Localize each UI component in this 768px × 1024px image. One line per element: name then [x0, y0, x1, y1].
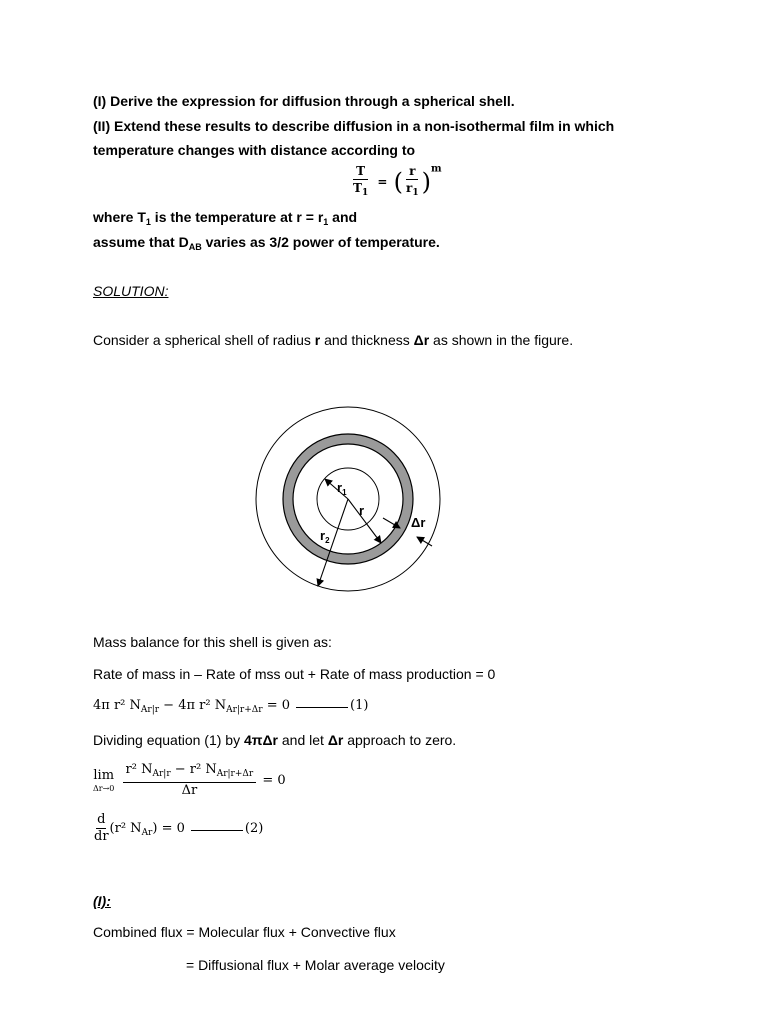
problem-line-1: (I) Derive the expression for diffusion through a spherical shell.: [93, 93, 515, 109]
limit-expression: lim Δr→0 $\frac{r^2 N_{Ar|r} - r^2 N_{Ar|r+\Delta r}}{\Delta r}$ = 0: [93, 762, 286, 798]
dividing-sentence: Dividing equation (1) by 4πΔr and let Δr approach to zero.: [93, 732, 457, 748]
limit-fraction: $\frac{r^2 N_{Ar|r} - r^2 N_{Ar|r+\Delta r}}{\Delta r}$: [123, 762, 257, 799]
solution-heading: SOLUTION:: [93, 283, 169, 299]
r-arrow: [348, 499, 381, 543]
combined-flux-line: Combined flux = Molecular flux + Convective flux: [93, 924, 396, 940]
problem-line-2: (II) Extend these results to describe diffusion in a non-isothermal film in which: [93, 118, 615, 134]
equation-blank: [191, 829, 243, 831]
problem-line-5: assume that $D_{AB}$ varies as 3/2 power of temperature.: [93, 234, 440, 252]
r2-label: $r_2$: [320, 528, 330, 545]
equation-blank: [296, 706, 348, 708]
equation-1: 4π r² $N_{Ar|r} - 4\pi$ r² $N_{Ar|r+\Delta r} = 0$ (1): [93, 698, 369, 715]
consider-sentence: Consider a spherical shell of radius r and thickness Δr as shown in the figure.: [93, 332, 574, 348]
dr-label: Δr: [411, 515, 426, 530]
spherical-shell-figure: [240, 400, 460, 600]
problem-line-3: temperature changes with distance according to: [93, 142, 416, 158]
diffusional-flux-line: = Diffusional flux + Molar average velocity: [186, 957, 445, 973]
equation-2: $\frac{d}{dr}$ (r² $N_{Ar}) = 0$ (2): [94, 812, 264, 844]
formula-t-fraction: $\frac{T}{T_1}$: [353, 164, 369, 198]
problem-line-4: where $T_1$ is the temperature at $r = r_1$ and: [93, 209, 358, 227]
formula-r-fraction: $\frac{r}{r_1}$: [406, 164, 419, 198]
derivative-fraction: $\frac{d}{dr}$: [94, 812, 109, 844]
r-label: r: [359, 503, 365, 518]
part-1-heading: (I):: [93, 893, 111, 909]
r1-label: $r_1$: [337, 480, 347, 497]
mass-balance-intro: Mass balance for this shell is given as:: [93, 634, 332, 650]
temperature-formula: $\frac{T}{T_1}$ = ( $\frac{r}{r_1}$ )$^m$: [350, 163, 442, 201]
rate-equation-text: Rate of mass in – Rate of mss out + Rate of mass production = 0: [93, 666, 496, 682]
